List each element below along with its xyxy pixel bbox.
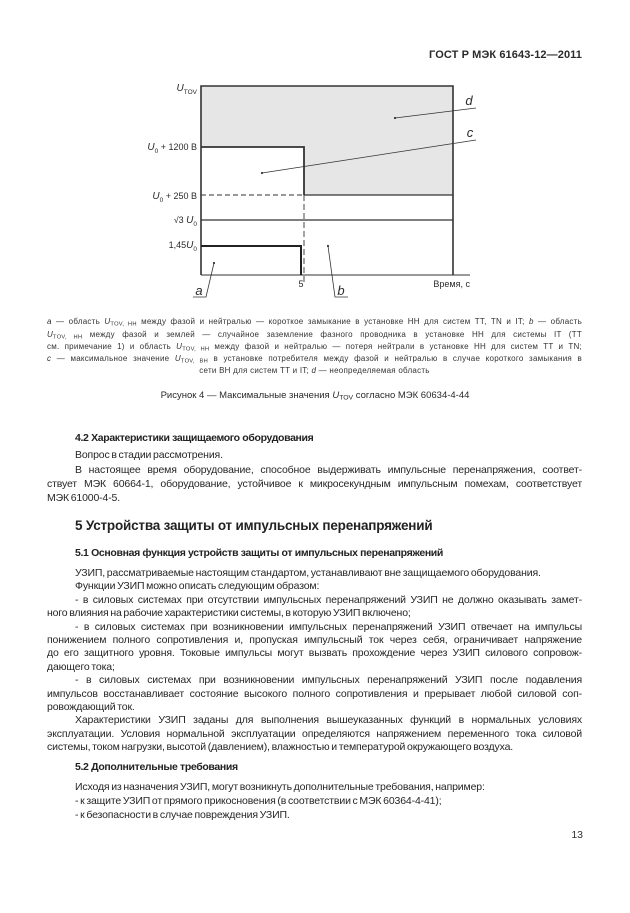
region-label-a: a (195, 283, 203, 298)
paragraph-line: - в силовых системах при возникновении импульсных перенапряжений УЗИП после подавления (75, 674, 582, 687)
x-tick-5: 5 (298, 279, 304, 289)
list-item: - к безопасности в случае повреждения УЗИП. (75, 809, 290, 821)
figure-diagram (0, 0, 630, 300)
paragraph-line: Функции УЗИП можно описать следующим образом: (75, 580, 320, 593)
paragraph-line: ствует МЭК 60664-1, оборудование, устойчивое к микросекундным импульсным помехам, соответствует (47, 478, 582, 490)
section-heading-5-1: 5.1 Основная функция устройств защиты от импульсных перенапряжений (75, 547, 444, 559)
paragraph-line: импульсов восстанавливает состояние высокого полного сопротивления и прерывает любой силовой соп- (47, 687, 582, 700)
figure-legend-line: a — область $U_{TOV, НН}$ между фазой и нейтралью — короткое замыкание в установке НН для систем TT, TN и IT; b — область (47, 317, 582, 328)
paragraph-line: понижением полного сопротивления и, пропуская импульсный ток через себя, ограничивает напряжение (47, 634, 582, 646)
y-label-u0-plus-1200: $U_0 + 1200$ В (147, 142, 197, 155)
region-label-c: c (466, 125, 474, 140)
paragraph-line: ного влияния на рабочие характеристики системы, в которую УЗИП включено; (47, 607, 411, 620)
paragraph-line: МЭК 61000-4-5. (47, 492, 121, 504)
paragraph-line: - в силовых системах при возникновении импульсных перенапряжений УЗИП отвечает на импульсы (75, 620, 582, 633)
paragraph-line: Исходя из назначения УЗИП, могут возникнуть дополнительные требования, например: (75, 781, 485, 793)
y-label-1-45-u0: $1,45U_0$ (168, 240, 197, 253)
y-label-u0-plus-250: $U_0 + 250$ В (152, 191, 197, 204)
y-label-utov: $U_{TOV}$ (176, 83, 197, 96)
figure-legend-line: сети ВН для систем TT и IT; d — неопределяемая область (199, 366, 430, 375)
section-heading-5-2: 5.2 Дополнительные требования (75, 761, 238, 773)
level-u0-1200-step (201, 147, 304, 195)
section-heading-5: 5 Устройства защиты от импульсных перенапряжений (75, 518, 433, 533)
paragraph-line: системы, током нагрузки, высотой (давлением), влажностью и температурой окружающего воздуха. (47, 741, 514, 754)
y-label-sqrt3-u0: √3 $U_0$ (173, 215, 197, 228)
paragraph-line: дающего тока; (47, 660, 115, 673)
figure-legend-line: см. примечание 1) и область $U_{TOV, НН}$ между фазой и нейтралью — потеря нейтрали в установке НН для систем TT и TN; (47, 342, 582, 353)
leader-b-dot (327, 245, 329, 247)
leader-a-dot (213, 262, 215, 264)
level-1-45-u0-step (201, 246, 301, 275)
region-d-fill (201, 86, 453, 195)
paragraph-line: Характеристики УЗИП заданы для выполнения вышеуказанных функций в нормальных условиях (75, 714, 582, 727)
leader-c-dot (261, 172, 263, 174)
paragraph-line: эксплуатации. Условия нормальной эксплуатации определяются напряжением переменного тока силовой (47, 727, 582, 740)
paragraph-line: до его защитного уровня. Токовые импульсы могут вызвать прохождение через УЗИП силового сопровож- (47, 647, 582, 660)
paragraph-line: - в силовых системах при отсутствии импульсных перенапряжений УЗИП не должно оказывать замет- (75, 593, 582, 606)
document-header-id: ГОСТ Р МЭК 61643-12—2011 (429, 49, 582, 61)
figure-caption: Рисунок 4 — Максимальные значения $U_{TOV}$ согласно МЭК 60634-4-44 (160, 390, 470, 402)
region-label-b: b (337, 283, 345, 298)
figure-legend-line: $U_{TOV, НН}$ между фазой и землей — случайное заземление фазного проводника в установке НН для системы IT (TT (47, 330, 582, 341)
leader-d-dot (394, 117, 396, 119)
list-item: - к защите УЗИП от прямого прикосновения (в соответствии с МЭК 60364-4-41); (75, 795, 442, 807)
section-heading-4-2: 4.2 Характеристики защищаемого оборудования (75, 432, 314, 444)
paragraph-line: Вопрос в стадии рассмотрения. (75, 449, 223, 461)
paragraph-line: ровождающий ток. (47, 701, 135, 713)
x-axis-label: Время, с (433, 279, 470, 289)
figure-legend-line: c — максимальное значение $U_{TOV, ВН}$ в установке потребителя между фазой и нейтралью в случае короткого замыкания в (47, 354, 582, 365)
paragraph-line: УЗИП, рассматриваемые настоящим стандартом, устанавливают вне защищаемого оборудования. (75, 567, 541, 579)
paragraph-line: В настоящее время оборудование, способное выдерживать импульсные перенапряжения, соответ- (75, 463, 582, 476)
region-label-d: d (465, 93, 473, 108)
page-number: 13 (571, 829, 583, 841)
